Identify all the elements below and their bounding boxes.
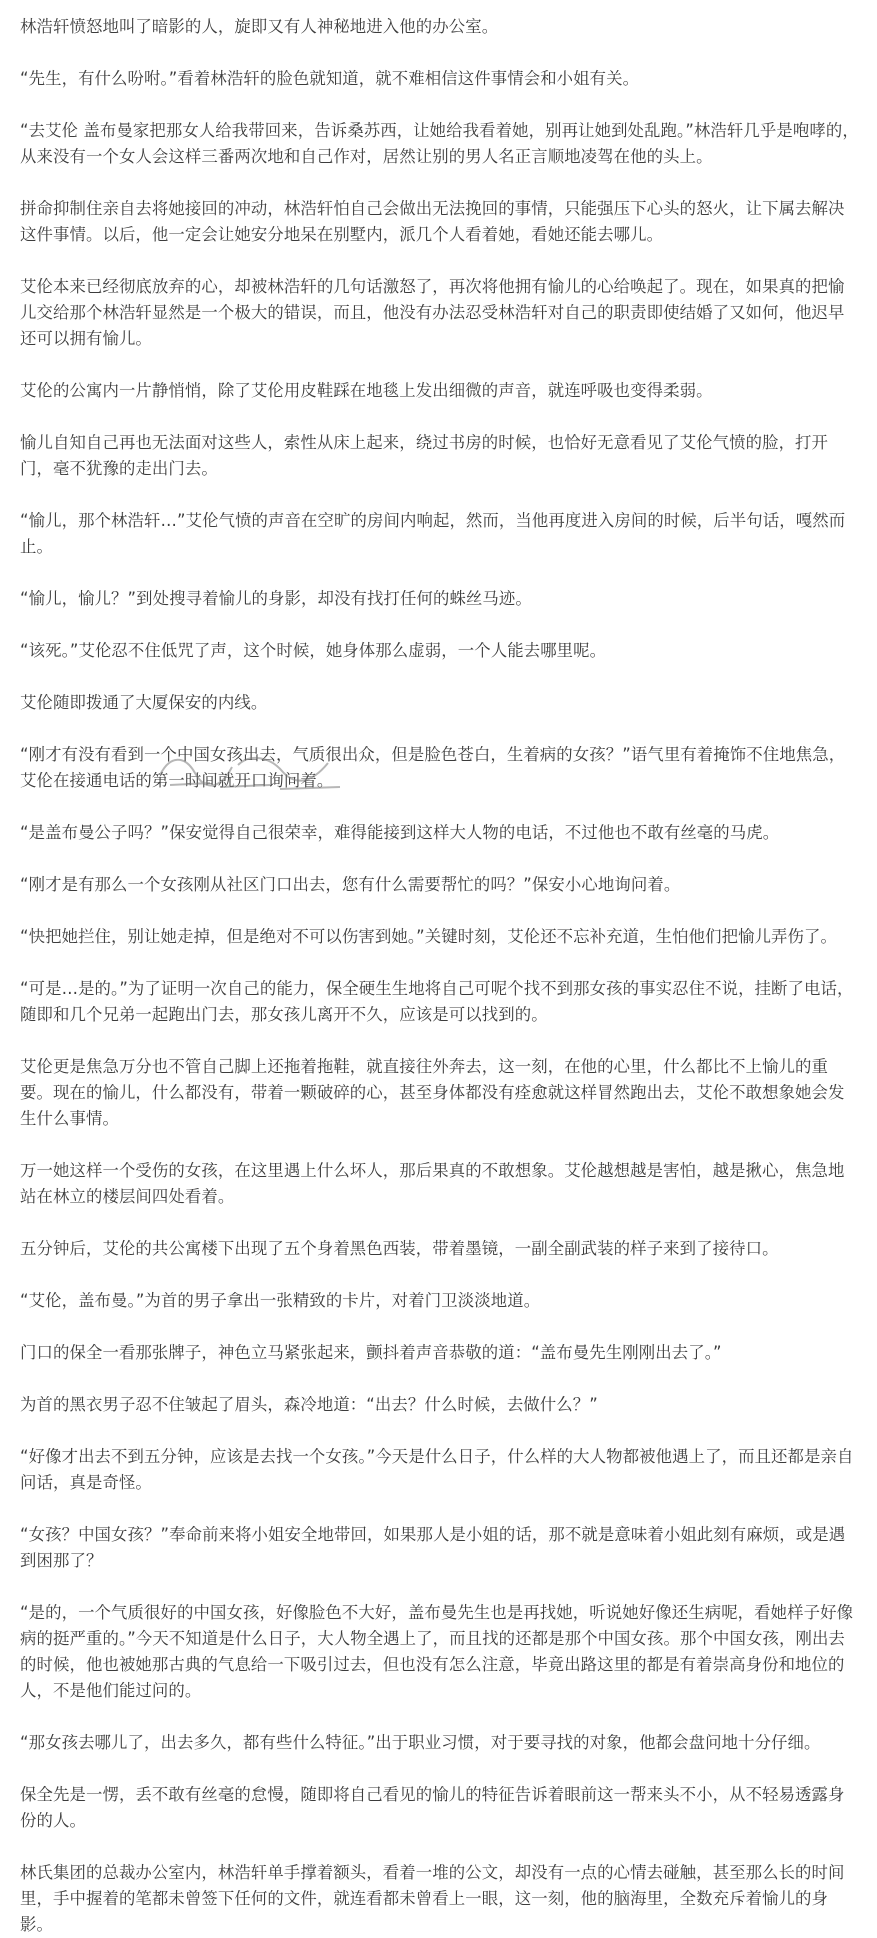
paragraph: “去艾伦 盖布曼家把那女人给我带回来，告诉桑苏西，让她给我看着她，别再让她到处乱跑。”林浩轩几乎是咆哮的，从来没有一个女人会这样三番两次地和自己作对，居然让别的男人名正言顺地凌驾在他的头上。 xyxy=(20,121,859,166)
paragraph: 保全先是一愣，丢不敢有丝毫的怠慢，随即将自己看见的愉儿的特征告诉着眼前这一帮来头不小，从不轻易透露身份的人。 xyxy=(20,1785,845,1830)
paragraph: 愉儿自知自己再也无法面对这些人，索性从床上起来，绕过书房的时候，也恰好无意看见了艾伦气愤的脸，打开门，毫不犹豫的走出门去。 xyxy=(20,433,829,478)
paragraph: 艾伦随即拨通了大厦保安的内线。 xyxy=(20,693,268,712)
paragraph: 艾伦更是焦急万分也不管自己脚上还拖着拖鞋，就直接往外奔去，这一刻，在他的心里，什么都比不上愉儿的重要。现在的愉儿，什么都没有，带着一颗破碎的心，甚至身体都没有痊愈就这样冒然跑出去，艾伦不敢想象她会发生什么事情。 xyxy=(20,1057,845,1128)
paragraph: “是的，一个气质很好的中国女孩，好像脸色不大好，盖布曼先生也是再找她，听说她好像还生病呢，看她样子好像病的挺严重的。”今天不知道是什么日子，大人物全遇上了，而且找的还都是那个中国女孩。那个中国女孩，刚出去的时候，他也被她那古典的气息给一下吸引过去，但也没有怎么注意，毕竟出路这里的都是有着崇高身份和地位的人，不是他们能过问的。 xyxy=(20,1603,854,1700)
paragraph: 万一她这样一个受伤的女孩，在这里遇上什么坏人，那后果真的不敢想象。艾伦越想越是害怕，越是揪心，焦急地站在林立的楼层间四处看着。 xyxy=(20,1161,845,1206)
paragraph: 拼命抑制住亲自去将她接回的冲动，林浩轩怕自己会做出无法挽回的事情，只能强压下心头的怒火，让下属去解决这件事情。以后，他一定会让她安分地呆在别墅内，派几个人看着她，看她还能去哪儿。 xyxy=(20,199,845,244)
paragraph: “先生，有什么吩咐。”看着林浩轩的脸色就知道，就不难相信这件事情会和小姐有关。 xyxy=(20,69,640,88)
paragraph: 为首的黑衣男子忍不住皱起了眉头，森冷地道：“出去？什么时候，去做什么？” xyxy=(20,1395,598,1414)
paragraph: 艾伦本来已经彻底放弃的心，却被林浩轩的几句话激怒了，再次将他拥有愉儿的心给唤起了。现在，如果真的把愉儿交给那个林浩轩显然是一个极大的错误，而且，他没有办法忍受林浩轩对自己的职责即使结婚了又如何，他迟早还可以拥有愉儿。 xyxy=(20,277,845,348)
paragraph: 门口的保全一看那张牌子，神色立马紧张起来，颤抖着声音恭敬的道：“盖布曼先生刚刚出去了。” xyxy=(20,1343,722,1362)
paragraph: “刚才有没有看到一个中国女孩出去，气质很出众，但是脸色苍白，生着病的女孩？”语气里有着掩饰不住地焦急，艾伦在接通电话的第一时间就开口询问着。 xyxy=(20,745,846,790)
paragraph: 五分钟后，艾伦的共公寓楼下出现了五个身着黑色西装，带着墨镜，一副全副武装的样子来到了接待口。 xyxy=(20,1239,779,1258)
paragraph: “好像才出去不到五分钟，应该是去找一个女孩。”今天是什么日子，什么样的大人物都被他遇上了，而且还都是亲自问话，真是奇怪。 xyxy=(20,1447,854,1492)
paragraph: 林浩轩愤怒地叫了暗影的人，旋即又有人神秘地进入他的办公室。 xyxy=(20,17,499,36)
paragraph: “可是…是的。”为了证明一次自己的能力，保全硬生生地将自己可呢个找不到那女孩的事实忍住不说，挂断了电话，随即和几个兄弟一起跑出门去，那女孩儿离开不久，应该是可以找到的。 xyxy=(20,979,854,1024)
paragraph: 林氏集团的总裁办公室内，林浩轩单手撑着额头，看着一堆的公文，却没有一点的心情去碰触，甚至那么长的时间里，手中握着的笔都未曾签下任何的文件，就连看都未曾看上一眼，这一刻，他的脑海里，全数充斥着愉儿的身影。 xyxy=(20,1863,845,1934)
paragraph: “那女孩去哪儿了，出去多久，都有些什么特征。”出于职业习惯，对于要寻找的对象，他都会盘问地十分仔细。 xyxy=(20,1733,821,1752)
paragraph: “刚才是有那么一个女孩刚从社区门口出去，您有什么需要帮忙的吗？”保安小心地询问着。 xyxy=(20,875,681,894)
paragraph: 艾伦的公寓内一片静悄悄，除了艾伦用皮鞋踩在地毯上发出细微的声音，就连呼吸也变得柔弱。 xyxy=(20,381,713,400)
paragraph: “快把她拦住，别让她走掉，但是绝对不可以伤害到她。”关键时刻，艾伦还不忘补充道，生怕他们把愉儿弄伤了。 xyxy=(20,927,838,946)
paragraph: “艾伦，盖布曼。”为首的男子拿出一张精致的卡片，对着门卫淡淡地道。 xyxy=(20,1291,541,1310)
paragraph: “愉儿，那个林浩轩…”艾伦气愤的声音在空旷的房间内响起，然而，当他再度进入房间的时候，后半句话，嘎然而止。 xyxy=(20,511,846,556)
paragraph: “是盖布曼公子吗？”保安觉得自己很荣幸，难得能接到这样大人物的电话，不过他也不敢有丝毫的马虎。 xyxy=(20,823,780,842)
paragraph: “愉儿，愉儿？”到处搜寻着愉儿的身影，却没有找打任何的蛛丝马迹。 xyxy=(20,589,532,608)
paragraph: “女孩？中国女孩？”奉命前来将小姐安全地带回，如果那人是小姐的话，那不就是意味着小姐此刻有麻烦，或是遇到困那了？ xyxy=(20,1525,846,1570)
paragraph: “该死。”艾伦忍不住低咒了声，这个时候，她身体那么虚弱，一个人能去哪里呢。 xyxy=(20,641,607,660)
